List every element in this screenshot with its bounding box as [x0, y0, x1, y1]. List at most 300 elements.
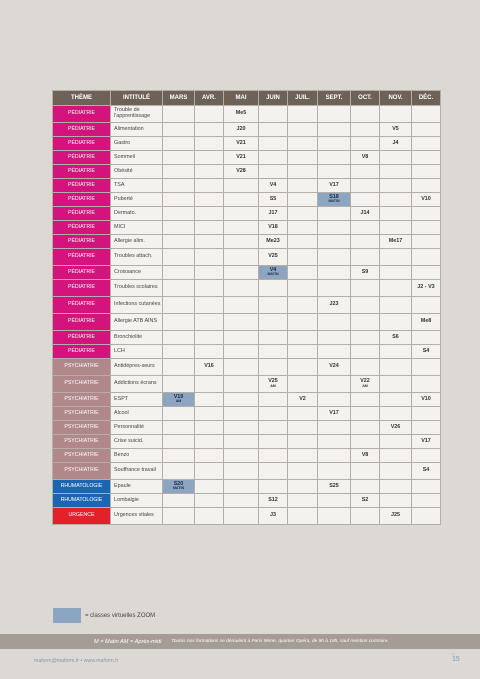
date-cell: [224, 359, 259, 376]
date-value: V4: [269, 266, 277, 273]
date-value: V17: [329, 181, 339, 188]
table-row: [53, 165, 441, 179]
date-cell: [318, 106, 351, 123]
date-cell: [412, 280, 441, 297]
date-cell: [318, 235, 351, 249]
date-cell: [224, 235, 259, 249]
date-cell: [163, 235, 195, 249]
date-cell: [412, 235, 441, 249]
date-cell: [163, 297, 195, 314]
course-title: TSA: [111, 179, 163, 193]
date-cell: [412, 508, 441, 525]
date-cell: [224, 151, 259, 165]
theme-cell: PÉDIATRIE: [53, 280, 111, 297]
table-row: [53, 421, 441, 435]
date-value: V8: [361, 451, 369, 458]
date-cell: [195, 123, 224, 137]
date-value: S6: [392, 333, 399, 340]
date-cell: [380, 359, 412, 376]
theme-cell: PSYCHIATRIE: [53, 376, 111, 393]
course-title: MICI: [111, 221, 163, 235]
theme-cell: PSYCHIATRIE: [53, 463, 111, 480]
date-cell: [259, 345, 288, 359]
date-cell: [259, 151, 288, 165]
date-cell: [351, 494, 380, 508]
session-time: MATIN: [172, 486, 185, 491]
date-value: S5: [269, 195, 277, 202]
date-cell: [318, 435, 351, 449]
date-cell: [318, 421, 351, 435]
date-cell: [412, 376, 441, 393]
date-cell: [224, 376, 259, 393]
date-cell: [380, 249, 412, 266]
theme-cell: PSYCHIATRIE: [53, 393, 111, 407]
course-title: Croissance: [111, 266, 163, 280]
date-cell: [195, 297, 224, 314]
date-value: S20: [173, 480, 184, 487]
course-title: Lombalgie: [111, 494, 163, 508]
date-cell: [163, 123, 195, 137]
date-cell: [412, 463, 441, 480]
date-cell: [195, 249, 224, 266]
table-row: [53, 207, 441, 221]
table-row: [53, 480, 441, 494]
table-row: [53, 393, 441, 407]
date-cell: [195, 221, 224, 235]
contact-info[interactable]: maform@maform.fr • www.maform.fr: [34, 658, 119, 664]
date-cell: [224, 221, 259, 235]
date-cell: [259, 123, 288, 137]
column-header: JUIL.: [288, 91, 318, 106]
date-cell: [318, 266, 351, 280]
date-cell: [380, 193, 412, 207]
date-cell: [412, 165, 441, 179]
date-value: V17: [329, 409, 339, 416]
date-cell: [259, 494, 288, 508]
date-cell: [380, 407, 412, 421]
date-cell: [380, 106, 412, 123]
theme-cell: PÉDIATRIE: [53, 235, 111, 249]
date-cell: [351, 106, 380, 123]
date-cell: [163, 314, 195, 331]
theme-cell: PÉDIATRIE: [53, 179, 111, 193]
date-cell: [259, 280, 288, 297]
date-value: V10: [421, 395, 431, 402]
date-cell: [412, 297, 441, 314]
table-row: [53, 106, 441, 123]
date-cell: [288, 193, 318, 207]
date-cell: [351, 151, 380, 165]
date-cell: [195, 376, 224, 393]
table-row: [53, 314, 441, 331]
table-row: [53, 221, 441, 235]
date-cell: [318, 165, 351, 179]
date-cell: [412, 151, 441, 165]
date-value: V18: [268, 223, 278, 230]
date-cell: [380, 435, 412, 449]
date-cell: [259, 235, 288, 249]
date-cell: [380, 221, 412, 235]
date-cell: [380, 165, 412, 179]
date-cell: [288, 297, 318, 314]
date-cell: [318, 151, 351, 165]
course-title: Sommeil: [111, 151, 163, 165]
date-cell: [259, 435, 288, 449]
date-cell: [259, 463, 288, 480]
theme-cell: PÉDIATRIE: [53, 207, 111, 221]
date-cell: [380, 297, 412, 314]
session-time: AM: [175, 399, 182, 404]
date-cell: [224, 266, 259, 280]
date-cell: [195, 106, 224, 123]
theme-cell: PÉDIATRIE: [53, 314, 111, 331]
date-cell: [412, 193, 441, 207]
column-header: THÈME: [53, 91, 111, 106]
date-value: J4: [392, 139, 399, 146]
date-value: J3: [270, 512, 276, 519]
date-value: V24: [329, 363, 339, 370]
date-value: V19: [173, 393, 184, 400]
date-cell: [288, 376, 318, 393]
column-header: DÉC.: [412, 91, 441, 106]
date-cell: [224, 494, 259, 508]
date-cell: [288, 449, 318, 463]
date-cell: [412, 266, 441, 280]
date-cell: [351, 314, 380, 331]
date-cell: [163, 280, 195, 297]
date-cell: [351, 508, 380, 525]
date-cell: [351, 407, 380, 421]
date-cell: [351, 266, 380, 280]
table-row: [53, 494, 441, 508]
date-cell: [259, 179, 288, 193]
date-cell: [259, 508, 288, 525]
date-cell: [288, 435, 318, 449]
table-row: [53, 508, 441, 525]
date-cell: [259, 314, 288, 331]
course-title: Epaule: [111, 480, 163, 494]
date-cell: [163, 449, 195, 463]
table-row: [53, 266, 441, 280]
table-row: [53, 331, 441, 345]
date-cell: [195, 435, 224, 449]
date-cell: [351, 331, 380, 345]
date-cell: [195, 137, 224, 151]
date-cell: [259, 221, 288, 235]
date-value: S25: [329, 482, 339, 489]
date-cell: [380, 508, 412, 525]
theme-cell: PSYCHIATRIE: [53, 359, 111, 376]
course-title: Allergie ATB AINS: [111, 314, 163, 331]
table-row: [53, 407, 441, 421]
date-cell: [195, 207, 224, 221]
date-cell: [380, 393, 412, 407]
date-cell: [259, 393, 288, 407]
date-value: V10: [421, 195, 431, 202]
date-cell: [380, 235, 412, 249]
table-row: [53, 435, 441, 449]
theme-cell: PÉDIATRIE: [53, 331, 111, 345]
date-cell: [259, 297, 288, 314]
date-cell: [351, 435, 380, 449]
column-header: MARS: [163, 91, 195, 106]
date-cell: [195, 494, 224, 508]
date-cell: [195, 393, 224, 407]
date-cell: [163, 421, 195, 435]
date-cell: [412, 221, 441, 235]
date-cell: [318, 207, 351, 221]
table-row: [53, 151, 441, 165]
date-cell: [259, 376, 288, 393]
table-row: [53, 376, 441, 393]
session-time: MATIN: [267, 272, 279, 277]
date-cell: [288, 106, 318, 123]
date-value: J20: [236, 125, 246, 132]
course-title: Allergie alim.: [111, 235, 163, 249]
date-cell: [259, 137, 288, 151]
date-cell: [195, 193, 224, 207]
date-cell: [259, 165, 288, 179]
date-value: V4: [269, 181, 277, 188]
table-row: [53, 297, 441, 314]
date-cell: [351, 280, 380, 297]
date-cell: [195, 151, 224, 165]
date-cell: [351, 235, 380, 249]
theme-cell: PÉDIATRIE: [53, 249, 111, 266]
date-cell: [412, 421, 441, 435]
date-cell: [288, 494, 318, 508]
date-cell: [224, 463, 259, 480]
date-value: V25: [268, 378, 278, 385]
date-cell: [318, 508, 351, 525]
theme-cell: PSYCHIATRIE: [53, 449, 111, 463]
date-cell: [288, 235, 318, 249]
date-cell: [380, 266, 412, 280]
date-value: V8: [361, 153, 369, 160]
date-cell: [351, 449, 380, 463]
date-cell: [351, 463, 380, 480]
date-cell: [288, 345, 318, 359]
date-value: J2 - V3: [417, 284, 435, 291]
date-cell: [288, 508, 318, 525]
date-cell: [380, 463, 412, 480]
date-cell: [195, 331, 224, 345]
date-cell: [224, 280, 259, 297]
date-cell: [288, 463, 318, 480]
date-cell: [318, 280, 351, 297]
date-cell: [318, 314, 351, 331]
date-cell: [288, 421, 318, 435]
table-row: [53, 249, 441, 266]
date-cell: [380, 151, 412, 165]
date-value: Me23: [266, 237, 280, 244]
theme-cell: RHUMATOLOGIE: [53, 494, 111, 508]
theme-cell: PÉDIATRIE: [53, 106, 111, 123]
date-cell: [163, 480, 195, 494]
schedule-table: [52, 90, 441, 525]
date-cell: [412, 435, 441, 449]
date-cell: [412, 449, 441, 463]
date-value: V25: [268, 253, 278, 260]
theme-cell: PÉDIATRIE: [53, 165, 111, 179]
date-cell: [412, 331, 441, 345]
date-cell: [224, 345, 259, 359]
date-cell: [259, 480, 288, 494]
date-cell: [195, 359, 224, 376]
table-row: [53, 463, 441, 480]
table-row: [53, 137, 441, 151]
date-cell: [380, 331, 412, 345]
date-cell: [412, 359, 441, 376]
date-value: Me17: [388, 237, 403, 244]
date-cell: [288, 123, 318, 137]
legend-text: = classes virtuelles ZOOM: [85, 612, 156, 619]
date-cell: [288, 221, 318, 235]
date-cell: [318, 221, 351, 235]
date-cell: [380, 207, 412, 221]
date-cell: [288, 407, 318, 421]
date-cell: [412, 249, 441, 266]
date-cell: [288, 266, 318, 280]
chevron-down-icon: ⌵: [451, 651, 455, 657]
date-cell: [351, 165, 380, 179]
date-cell: [288, 331, 318, 345]
date-cell: [163, 266, 195, 280]
date-cell: [259, 249, 288, 266]
date-value: S12: [268, 496, 278, 503]
date-cell: [195, 266, 224, 280]
date-cell: [224, 137, 259, 151]
date-cell: [318, 345, 351, 359]
date-cell: [351, 207, 380, 221]
theme-cell: PSYCHIATRIE: [53, 435, 111, 449]
date-cell: [163, 435, 195, 449]
date-value: J17: [268, 209, 278, 216]
date-cell: [163, 376, 195, 393]
date-value: V28: [236, 167, 246, 174]
date-cell: [412, 137, 441, 151]
date-cell: [195, 179, 224, 193]
date-cell: [163, 151, 195, 165]
date-cell: [224, 106, 259, 123]
course-title: Troubles scolaires: [111, 280, 163, 297]
date-cell: [195, 314, 224, 331]
course-title: LCH: [111, 345, 163, 359]
date-cell: [259, 207, 288, 221]
column-header: MAI: [224, 91, 259, 106]
date-cell: [288, 137, 318, 151]
date-cell: [259, 421, 288, 435]
date-value: S18: [329, 193, 339, 200]
date-cell: [351, 345, 380, 359]
date-cell: [351, 179, 380, 193]
date-cell: [163, 207, 195, 221]
date-value: V22: [360, 378, 370, 385]
theme-cell: PÉDIATRIE: [53, 123, 111, 137]
course-title: Antidépres-seurs: [111, 359, 163, 376]
date-cell: [163, 345, 195, 359]
date-cell: [259, 449, 288, 463]
date-cell: [163, 106, 195, 123]
theme-cell: PÉDIATRIE: [53, 137, 111, 151]
date-value: V17: [421, 437, 431, 444]
date-cell: [163, 407, 195, 421]
date-cell: [351, 393, 380, 407]
course-title: Bronchiolite: [111, 331, 163, 345]
date-cell: [412, 345, 441, 359]
date-cell: [318, 193, 351, 207]
theme-cell: PÉDIATRIE: [53, 221, 111, 235]
date-cell: [163, 137, 195, 151]
date-cell: [163, 179, 195, 193]
date-cell: [224, 480, 259, 494]
date-cell: [318, 449, 351, 463]
date-cell: [380, 179, 412, 193]
date-cell: [288, 314, 318, 331]
course-title: Puberté: [111, 193, 163, 207]
table-row: [53, 280, 441, 297]
date-cell: [224, 193, 259, 207]
date-cell: [224, 435, 259, 449]
date-cell: [351, 137, 380, 151]
date-cell: [288, 179, 318, 193]
table-row: [53, 123, 441, 137]
date-value: S4: [422, 467, 430, 474]
date-cell: [380, 376, 412, 393]
date-cell: [224, 314, 259, 331]
date-cell: [163, 359, 195, 376]
theme-cell: RHUMATOLOGIE: [53, 480, 111, 494]
date-cell: [224, 179, 259, 193]
date-cell: [195, 480, 224, 494]
course-title: Souffrance travail: [111, 463, 163, 480]
course-title: Dermato.: [111, 207, 163, 221]
date-cell: [351, 193, 380, 207]
date-cell: [351, 221, 380, 235]
column-header: INTITULÉ: [111, 91, 163, 106]
course-title: Personnalité: [111, 421, 163, 435]
course-title: Alimentation: [111, 123, 163, 137]
table-row: [53, 179, 441, 193]
date-cell: [195, 235, 224, 249]
date-cell: [288, 207, 318, 221]
date-cell: [380, 314, 412, 331]
column-header: SEPT.: [318, 91, 351, 106]
date-cell: [318, 463, 351, 480]
footer-legend: M = Matin AM = Après-midi: [94, 638, 162, 645]
date-cell: [288, 393, 318, 407]
date-cell: [288, 165, 318, 179]
date-cell: [224, 165, 259, 179]
date-cell: [412, 179, 441, 193]
theme-cell: PÉDIATRIE: [53, 345, 111, 359]
date-value: V26: [390, 423, 401, 430]
date-cell: [412, 480, 441, 494]
date-value: J25: [391, 512, 400, 519]
date-cell: [195, 345, 224, 359]
date-cell: [259, 331, 288, 345]
date-cell: [224, 207, 259, 221]
column-header: OCT.: [351, 91, 380, 106]
session-time: MATIN: [328, 199, 340, 204]
footer-note: Toutes nos formations se déroulent à Paris 9ème, quartier Opéra, de 9h à 18h, sauf mention contraire.: [171, 639, 389, 644]
theme-cell: PSYCHIATRIE: [53, 421, 111, 435]
course-title: Obésité: [111, 165, 163, 179]
theme-cell: URGENCE: [53, 508, 111, 525]
course-title: Urgences vitales: [111, 508, 163, 525]
date-cell: [318, 494, 351, 508]
date-cell: [318, 137, 351, 151]
